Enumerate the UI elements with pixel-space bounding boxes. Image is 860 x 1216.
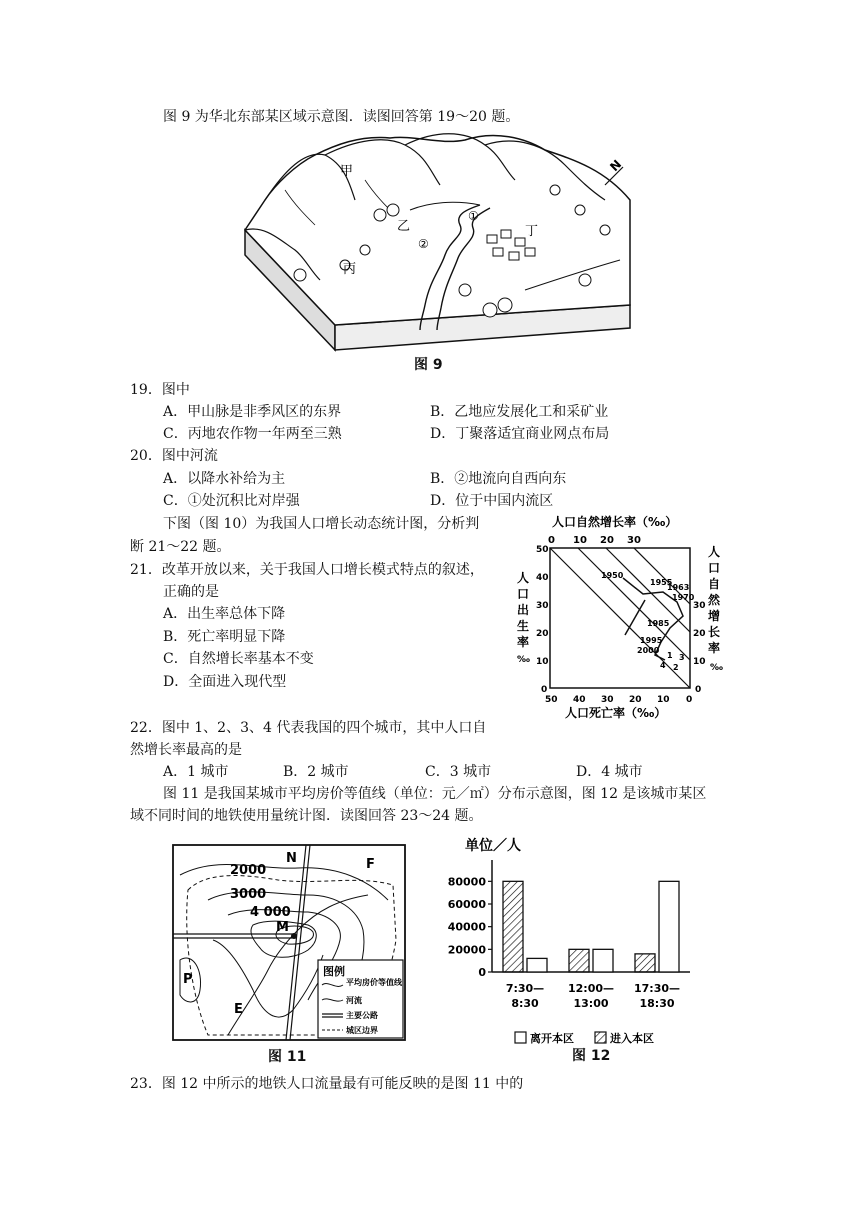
fig12-y-tick-label: 0 <box>478 966 486 979</box>
label-bing: 丙 <box>343 262 357 277</box>
q22-option-a: A．1 城市 <box>163 764 229 780</box>
point-p: P <box>183 972 193 987</box>
fig10-top-tick: 20 <box>600 535 614 546</box>
q19-option-a: A．甲山脉是非季风区的东界 <box>163 404 342 420</box>
q21-stem-line1: 21．改革开放以来，关于我国人口增长模式特点的叙述， <box>130 562 484 578</box>
fig10-year-label: 1950 <box>601 571 624 580</box>
q23-stem: 23．图 12 中所示的地铁人口流量最有可能反映的是图 11 中的 <box>130 1076 524 1092</box>
fig10-bottom-tick: 40 <box>573 695 586 705</box>
fig10-left-title: 人 <box>517 571 530 585</box>
legend-river: 河流 <box>346 996 362 1005</box>
fig10-top-title: 人口自然增长率（‰） <box>552 515 678 529</box>
label-jia: 甲 <box>340 164 354 179</box>
fig10-year-label: 1955 <box>650 578 673 587</box>
q20-option-a: A．以降水补给为主 <box>163 471 286 487</box>
fig12-category-label: 8:30 <box>511 997 539 1010</box>
q19-option-c: C．丙地农作物一年两至三熟 <box>163 426 342 442</box>
intro-fig10-line2: 断 21～22 题。 <box>130 539 231 555</box>
fig10-top-tick: 30 <box>627 535 641 546</box>
intro-fig10-line1: 下图（图 10）为我国人口增长动态统计图，分析判 <box>163 516 480 532</box>
bar-leave <box>593 949 613 972</box>
fig10-year-label: 2000 <box>637 646 660 655</box>
figure-11-housing-map <box>168 840 410 1045</box>
fig10-city-label: 3 <box>679 653 685 662</box>
intro-fig11-line1: 图 11 是我国某城市平均房价等值线（单位：元／㎡）分布示意图，图 12 是该城市某区 <box>163 786 707 802</box>
fig10-right-tick: 10 <box>693 657 706 667</box>
q20-option-d: D．位于中国内流区 <box>430 493 554 509</box>
point-f: F <box>366 857 375 872</box>
fig10-right-title: 长 <box>708 625 721 639</box>
fig10-left-tick: 0 <box>541 685 548 695</box>
fig10-year-label: 1970 <box>672 593 695 602</box>
label-ding: 丁 <box>525 224 539 239</box>
fig10-year-label: 1985 <box>647 619 670 628</box>
contour-label: 3000 <box>230 887 267 902</box>
fig10-right-title: 率 <box>708 641 721 655</box>
fig12-bars <box>503 881 679 972</box>
intro-fig11-line2: 域不同时间的地铁使用量统计图．读图回答 23～24 题。 <box>130 808 483 824</box>
point-m: M <box>276 920 289 935</box>
fig12-y-tick-label: 60000 <box>447 898 486 911</box>
fig10-right-title: 口 <box>708 561 721 575</box>
fig12-unit: 单位／人 <box>465 838 521 854</box>
bar-leave <box>527 958 547 972</box>
bar-enter <box>635 954 655 972</box>
fig10-left-tick: 10 <box>536 657 549 667</box>
fig10-bottom-tick: 20 <box>629 695 642 705</box>
bar-leave <box>659 881 679 972</box>
fig12-category-label: 13:00 <box>573 997 609 1010</box>
fig12-y-tick-label: 20000 <box>447 943 486 957</box>
q19-option-b: B．乙地应发展化工和采矿业 <box>430 404 609 420</box>
figure-12-caption: 图 12 <box>572 1048 611 1064</box>
q20-option-b: B．②地流向自西向东 <box>430 471 567 487</box>
fig10-left-tick: 30 <box>536 601 549 611</box>
q22-option-b: B．2 城市 <box>283 764 349 780</box>
figure-11-caption: 图 11 <box>268 1049 307 1065</box>
label-yi: 乙 <box>397 219 411 234</box>
fig10-right-tick: 20 <box>693 629 706 639</box>
q22-option-c: C．3 城市 <box>425 764 492 780</box>
fig12-y-tick-label: 80000 <box>447 875 486 889</box>
figure-9-caption: 图 9 <box>414 357 443 373</box>
q21-stem-line2: 正确的是 <box>163 584 219 600</box>
fig10-top-tick: 10 <box>573 535 587 546</box>
fig10-city-label: 2 <box>673 663 679 672</box>
legend-enter-label: 进入本区 <box>610 1032 654 1045</box>
point-n: N <box>286 851 297 866</box>
figure-12-subway-chart <box>420 830 710 1065</box>
label-point-2: ② <box>418 237 429 251</box>
q19-stem: 19．图中 <box>130 382 190 398</box>
fig10-bottom-tick: 0 <box>686 695 693 705</box>
contour-label: 2000 <box>230 863 267 878</box>
fig10-left-tick: 20 <box>536 629 549 639</box>
q20-option-c: C．①处沉积比对岸强 <box>163 493 300 509</box>
q21-option-d: D．全面进入现代型 <box>163 674 287 690</box>
legend-swatch-leave <box>515 1032 526 1043</box>
fig10-left-title: 率 <box>517 635 530 649</box>
fig10-bottom-tick: 30 <box>601 695 614 705</box>
fig10-right-tick: 0 <box>695 685 702 695</box>
legend-road: 主要公路 <box>346 1011 378 1020</box>
north-arrow-label: N <box>607 157 625 175</box>
fig10-right-title: 人 <box>708 545 721 559</box>
fig12-category-label: 7:30— <box>505 982 545 995</box>
fig12-y-tick-label: 40000 <box>447 920 486 934</box>
q22-option-d: D．4 城市 <box>576 764 643 780</box>
fig10-bottom-tick: 50 <box>545 695 558 705</box>
contour-label: 4 000 <box>250 905 291 920</box>
figure-9-block-diagram <box>225 130 635 355</box>
fig10-year-label: 1995 <box>640 636 663 645</box>
intro-fig9: 图 9 为华北东部某区域示意图．读图回答第 19～20 题。 <box>163 109 520 125</box>
fig10-right-title: 增 <box>708 609 721 623</box>
point-e: E <box>234 1002 243 1017</box>
fig10-bottom-tick: 10 <box>657 695 670 705</box>
fig12-category-label: 17:30— <box>633 982 681 995</box>
fig12-category-label: 18:30 <box>639 997 675 1010</box>
legend-contour: 平均房价等值线 <box>346 978 402 987</box>
fig10-right-title: 然 <box>708 593 721 607</box>
fig10-year-label: 1963 <box>667 583 690 592</box>
fig12-category-label: 12:00— <box>567 982 615 995</box>
fig10-left-title: 出 <box>517 603 530 617</box>
q21-option-c: C．自然增长率基本不变 <box>163 651 314 667</box>
fig10-left-tick: 40 <box>536 573 549 583</box>
fig12-labels <box>448 875 680 1010</box>
q21-option-b: B．死亡率明显下降 <box>163 629 286 645</box>
fig10-left-title: ‰ <box>517 655 530 665</box>
legend-boundary: 城区边界 <box>346 1026 378 1035</box>
bar-enter <box>503 881 523 972</box>
figure-10-population-chart <box>505 510 730 720</box>
q19-option-d: D．丁聚落适宜商业网点布局 <box>430 426 610 442</box>
label-point-1: ① <box>468 209 479 223</box>
fig10-left-tick: 50 <box>536 545 549 555</box>
q20-stem: 20．图中河流 <box>130 448 218 464</box>
fig10-left-title: 口 <box>517 587 530 601</box>
fig10-top-tick: 0 <box>548 535 555 546</box>
q22-stem-line1: 22．图中 1、2、3、4 代表我国的四个城市，其中人口自 <box>130 720 487 736</box>
bar-enter <box>569 949 589 972</box>
fig10-right-tick: 30 <box>693 601 706 611</box>
q22-stem-line2: 然增长率最高的是 <box>130 742 242 758</box>
fig10-city-label: 1 <box>667 651 673 660</box>
fig10-right-title: 自 <box>708 577 721 591</box>
fig10-left-title: 生 <box>517 619 530 633</box>
q21-option-a: A．出生率总体下降 <box>163 606 286 622</box>
fig10-right-title: ‰ <box>710 663 723 673</box>
fig10-bottom-title: 人口死亡率（‰） <box>565 706 667 720</box>
legend-swatch-enter <box>595 1032 606 1043</box>
fig10-city-label: 4 <box>660 661 666 670</box>
fig10-top-ticks <box>548 535 641 546</box>
legend-leave-label: 离开本区 <box>530 1032 574 1045</box>
legend-title: 图例 <box>323 965 345 978</box>
